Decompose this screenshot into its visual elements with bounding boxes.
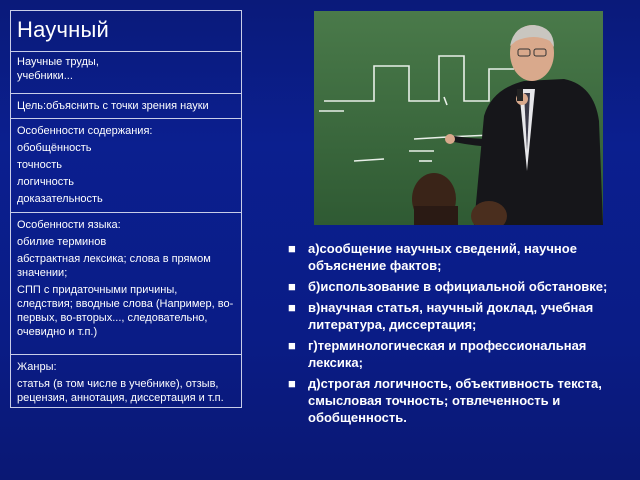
lecturer-image (314, 11, 603, 225)
content-feature-item: доказательность (17, 193, 103, 205)
language-features-heading: Особенности языка: (17, 219, 121, 231)
content-features-cell (11, 119, 241, 213)
bullet-square-icon: ■ (288, 338, 296, 353)
title-cell (11, 11, 241, 52)
content-feature-item: обобщённость (17, 142, 92, 154)
content-features-heading: Особенности содержания: (17, 125, 153, 137)
works-cell (11, 52, 241, 94)
list-item: ■ б)использование в официальной обстановке; (288, 279, 608, 294)
lecture-photo (314, 11, 603, 225)
bullet-square-icon: ■ (288, 241, 296, 256)
bullet-square-icon: ■ (288, 279, 296, 294)
style-table (10, 10, 242, 408)
list-item: ■ д)строгая логичность, объективность текста, смысловая точность; отвлеченность и обобщенность. (288, 376, 602, 425)
content-feature-item: логичность (17, 176, 75, 188)
slide-title: Научный (17, 17, 109, 42)
language-feature-item: СПП с придаточными причины, следствия; вводные слова (Например, во-первых, во-вторых..., следовательно, очевидно и т.п.) (17, 284, 234, 338)
genres-item: статья (в том числе в учебнике), отзыв, рецензия, аннотация, диссертация и т.п. (17, 378, 224, 404)
genres-cell (11, 355, 241, 407)
content-feature-item: точность (17, 159, 62, 171)
list-item: ■ в)научная статья, научный доклад, учебная литература, диссертация; (288, 300, 594, 332)
list-item: ■ а)сообщение научных сведений, научное объяснение фактов; (288, 241, 577, 273)
characteristics-list (288, 240, 608, 430)
list-item: ■ г)терминологическая и профессиональная лексика; (288, 338, 587, 370)
bullet-square-icon: ■ (288, 300, 296, 315)
works-line-2: учебники... (17, 69, 73, 82)
works-line-1: Научные труды, (17, 56, 99, 68)
goal-cell (11, 94, 241, 119)
language-feature-item: абстрактная лексика; слова в прямом значении; (17, 253, 211, 279)
genres-heading: Жанры: (17, 361, 57, 373)
bullet-square-icon: ■ (288, 376, 296, 391)
goal-text: Цель:объяснить с точки зрения науки (17, 100, 209, 112)
language-feature-item: обилие терминов (17, 236, 107, 248)
language-features-cell (11, 213, 241, 355)
